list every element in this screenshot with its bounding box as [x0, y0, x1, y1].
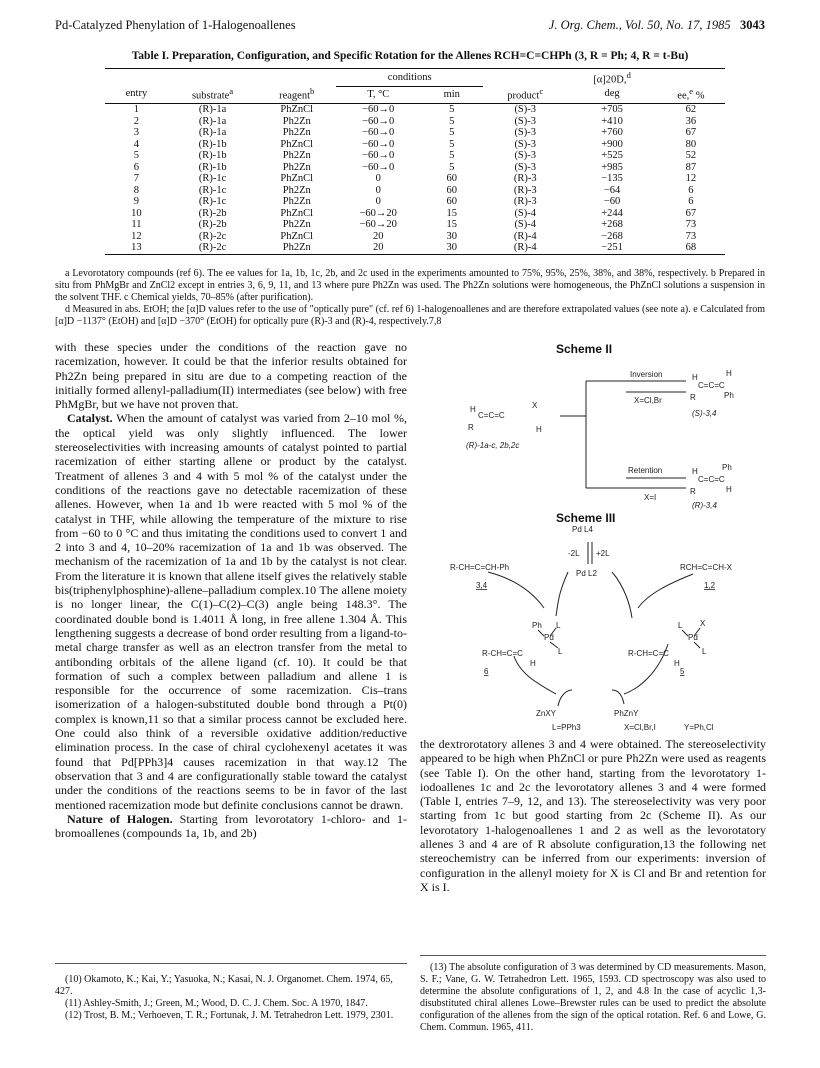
scheme-2-start-structure: C=C=C [478, 411, 505, 420]
scheme-3-left-substrate: R-CH=C=CH-Ph [450, 563, 510, 572]
header-deg: deg [604, 88, 620, 100]
cell-substrate: (R)-1c [198, 173, 227, 184]
cell-min: 15 [446, 219, 457, 230]
table-row [105, 208, 725, 220]
scheme-3-int-right: R-CH=C=C [628, 649, 669, 658]
scheme-2-product-2-label: (R)-3,4 [692, 501, 717, 510]
cell-ee: 73 [685, 230, 697, 242]
cell-product: (R)-3 [513, 196, 537, 207]
cell-min: 60 [446, 196, 457, 207]
cell-reagent: Ph2Zn [282, 196, 311, 207]
scheme-2-product-1-label: (S)-3,4 [692, 409, 717, 418]
cell-deg: −64 [603, 184, 621, 196]
reference-10: (10) Okamoto, K.; Kai, Y.; Yasuoka, N.; Kasai, N. J. Organomet. Chem. 1974, 65, 427. [55, 974, 393, 997]
cell-ee: 12 [685, 173, 697, 184]
svg-text:L: L [702, 647, 707, 656]
header-substrate: substrate$^a$ [191, 86, 234, 102]
cell-deg: −268 [601, 230, 623, 242]
data-table [105, 68, 725, 255]
table-body [105, 104, 725, 255]
footnote-2: d Measured in abs. EtOH; the [α]D values refer to the use of "optically pure" (cf. ref 6) 1-halogenoallenes and are therefore extrapolated values (see note a). e Calculated from [α]D −1137° (EtOH) and [α]D −370° (EtOH) for optically pure (R)-3 and (R)-4, respectively.7,8 [55, 304, 765, 327]
reference-13: (13) The absolute configuration of 3 was determined by CD measurements. Mason, S. F.; Vane, G. W. Tetrahedron Lett. 1965, 1593. CD spectroscopy was also used to determine the absolute configurations of 1, 2, and 4.8 In the case of acyclic 1,3-disubstituted chiral allenes Lowe–Brewster rules can be used to predict the absolute configuration of the allenes from the sign of the optical rotation. Ref. 6 and Lowe, G. Chem. Commun. 1965, 411. [420, 962, 766, 1033]
cell-min: 5 [449, 127, 455, 138]
cell-t: −60→0 [362, 127, 395, 138]
scheme-2-title: Scheme II [556, 342, 613, 356]
cell-reagent: Ph2Zn [282, 242, 311, 253]
scheme-2-product-2-label-wrap [690, 498, 750, 512]
scheme-3-right-number: 1,2 [704, 581, 716, 590]
cell-deg: +525 [601, 150, 623, 161]
cell-t: −60→0 [362, 104, 395, 115]
cell-ee: 62 [685, 104, 697, 115]
header-entry: entry [125, 88, 148, 100]
scheme-2-product-1-structure: C=C=C [698, 381, 725, 390]
scheme-3-minus-2l: -2L [568, 549, 580, 558]
svg-text:H: H [674, 659, 680, 668]
cell-product: (R)-3 [513, 184, 537, 196]
cell-t: −60→0 [362, 115, 395, 127]
svg-text:H: H [536, 425, 542, 434]
header-temperature: T, °C [367, 88, 390, 100]
paragraph-1: with these species under the conditions of the reaction gave no racemization, however. It could be that the inferior results obtained for Ph2Zn being prepared in situ are due to a competing reaction of the initially formed allenyl-palladium(II) intermediates (see below) with free PhMgBr, but we have not proven that. [55, 340, 407, 412]
cell-deg: −60 [603, 196, 621, 207]
svg-text:Ph: Ph [724, 391, 734, 400]
table-row [105, 104, 725, 116]
cell-min: 5 [449, 150, 455, 161]
cell-t: 0 [375, 184, 381, 196]
cell-reagent: Ph2Zn [282, 184, 311, 196]
cell-min: 60 [446, 173, 457, 184]
cell-t: 20 [372, 230, 384, 242]
table-row [105, 242, 725, 254]
cell-entry: 12 [131, 230, 142, 242]
cell-product: (S)-3 [514, 150, 537, 161]
cell-reagent: Ph2Zn [282, 115, 311, 127]
cell-reagent: PhZnCl [280, 104, 314, 115]
cell-entry: 9 [133, 196, 140, 207]
scheme-2-start-label: (R)-1a-c, 2b,2c [466, 441, 520, 450]
scheme-3-plus-2l: +2L [596, 549, 610, 558]
paragraph-halogen: Nature of Halogen. Starting from levorotatory 1-chloro- and 1-bromoallenes (compounds 1a, 1b, and 2b) [55, 811, 407, 841]
table-row [105, 173, 725, 185]
svg-text:X: X [532, 401, 538, 410]
heading-catalyst: Catalyst. [67, 411, 113, 426]
cell-deg: +985 [601, 161, 623, 173]
svg-text:R: R [468, 423, 474, 432]
table-title: Table I. Preparation, Configuration, and Specific Rotation for the Allenes RCH=C=CHPh (3, R = Ph; 4, R = t-Bu) [131, 50, 689, 62]
cell-min: 5 [449, 138, 455, 150]
cell-t: −60→0 [362, 150, 395, 161]
scheme-2-product-2-structure: C=C=C [698, 475, 725, 484]
cell-reagent: Ph2Zn [282, 150, 311, 161]
scheme-3-left-number: 3,4 [476, 581, 488, 590]
cell-deg: +244 [601, 207, 623, 219]
scheme-3-phzny: PhZnY [614, 709, 639, 718]
cell-entry: 1 [133, 104, 140, 115]
cell-reagent: Ph2Zn [282, 127, 311, 138]
cell-deg: +268 [601, 219, 623, 230]
references-divider-right [420, 955, 766, 956]
cell-min: 60 [446, 184, 457, 196]
footnote-1: a Levorotatory compounds (ref 6). The ee values for 1a, 1b, 1c, 2b, and 2c used in the experiments amounted to 75%, 95%, 25%, 38%, and 38%, respectively. b Prepared in situ from PhMgBr and ZnCl2 except in entries 3, 6, 9, 11, and 13 where pure Ph2Zn was used. The Ph2Zn solutions were homogeneous, the PhZnCl solutions a suspension in the solvent THF. c Chemical yields, 70–85% (after purification). [55, 268, 765, 303]
cell-entry: 5 [133, 150, 140, 161]
svg-text:H: H [470, 405, 476, 414]
journal-citation: J. Org. Chem., Vol. 50, No. 17, 1985 [548, 18, 731, 32]
cell-t: −60→20 [359, 207, 397, 219]
scheme-3-pdl4: Pd L4 [572, 525, 593, 534]
references-divider-left [55, 963, 407, 964]
scheme-3-legend-x: X=Cl,Br,I [624, 723, 656, 732]
right-column-text [420, 737, 766, 894]
scheme-3-int-right-number: 5 [680, 667, 685, 676]
cell-reagent: PhZnCl [280, 207, 314, 219]
table-row [105, 219, 725, 231]
paragraph-right-1: the dextrorotatory allenes 3 and 4 were obtained. The stereoselectivity appeared to be high when PhZnCl or pure Ph2Zn were used as reagents (see Table I). On the other hand, starting from the levorotatory 1-iodoallenes 1c and 2c the levorotatory allenes 3 and 4 were formed (Table I, entries 7–9, 12, and 13). The stereoselectivity was very poor starting from 1c but good starting from 2c (Scheme II). As our levorotatory 1-halogenoallenes 1 and 2 as well as the levorotatory allenes 3 and 4 are of R absolute configuration,13 the following net stereochemistry can be inferred from our experiments: inversion of configuration in the allenyl moiety for X is Cl and Br and retention for X is I. [420, 737, 766, 894]
cell-product: (R)-4 [513, 230, 537, 242]
scheme-3-int-left-number: 6 [484, 667, 489, 676]
scheme-3-diagram [448, 524, 768, 734]
cell-ee: 80 [685, 138, 697, 150]
cell-substrate: (R)-1c [198, 184, 227, 196]
scheme-3-legend-l: L=PPh3 [552, 723, 581, 732]
cell-entry: 7 [133, 173, 140, 184]
cell-product: (R)-3 [513, 173, 537, 184]
header-reagent: reagent$^b$ [279, 86, 315, 102]
cell-min: 15 [446, 207, 457, 219]
scheme-3-right-substrate: RCH=C=CH-X [680, 563, 733, 572]
cell-ee: 36 [685, 115, 697, 127]
cell-min: 5 [449, 104, 455, 115]
cell-substrate: (R)-1a [198, 127, 227, 138]
cell-substrate: (R)-2c [198, 242, 227, 253]
svg-text:X: X [700, 619, 706, 628]
cell-ee: 87 [685, 161, 697, 173]
svg-text:H: H [692, 467, 698, 476]
cell-product: (S)-3 [514, 138, 537, 150]
table-row [105, 185, 725, 197]
cell-entry: 3 [133, 127, 140, 138]
cell-ee: 6 [688, 184, 694, 196]
running-head-title: Pd-Catalyzed Phenylation of 1-Halogenoallenes [55, 18, 296, 32]
cell-entry: 6 [133, 161, 140, 173]
cell-ee: 67 [685, 127, 697, 138]
scheme-3-legend-y: Y=Ph,Cl [684, 723, 714, 732]
cell-reagent: PhZnCl [280, 173, 314, 184]
scheme-3-znxy: ZnXY [536, 709, 557, 718]
cell-ee: 67 [685, 207, 697, 219]
cell-product: (S)-3 [514, 115, 537, 127]
cell-t: 0 [375, 196, 381, 207]
svg-text:H: H [726, 369, 732, 378]
svg-text:L: L [556, 621, 561, 630]
cell-deg: +900 [601, 138, 623, 150]
cell-substrate: (R)-2b [198, 219, 227, 230]
cell-substrate: (R)-1b [198, 150, 227, 161]
cell-ee: 6 [688, 196, 694, 207]
cell-ee: 52 [685, 150, 697, 161]
reference-12: (12) Trost, B. M.; Verhoeven, T. R.; Fortunak, J. M. Tetrahedron Lett. 1979, 2301. [65, 1010, 394, 1021]
paragraph-catalyst: Catalyst. When the amount of catalyst was varied from 2–10 mol %, the optical yield was only slightly influenced. The lower stereoselectivities with increasing amounts of catalyst pointed to partial racemization of either starting allene or product by the catalyst. Treatment of allenes 3 and 4 with 5 mol % of the catalyst under the conditions of the reactions gave no detectable racemization of these allenes. However, when 1a and 1b were reacted with 5 mol % of the catalyst in THF, while allowing the temperature of the mixture to rise from −60 to 0 °C and thus imitating the conditions used to convert 1 and 2 into 3 and 4, 10–20% racemization of 1a and 1b was observed. The mechanism of the racemization of 1a and 1b by the catalyst is not clear. From the literature it is known that allene itself gives the relatively stable bis(triphenylphosphine)-allene–palladium complex.10 The allene moiety is no longer linear, the C(1)–C(2)–C(3) angle being 148.3°. The coordinated double bond is 1.4011 Å long, in free allene 1.304 Å. This lengthening suggests a decrease of bond order resulting from a ligand-to-metal charge transfer as well as an electron transfer from the metal to antibonding orbitals of the allene ligand (cf. 10). It could be that formation of such a complex between palladium and allene 1 is responsible for the occurrence of some racemization. Cis–trans isomerization of a halogen-substituted double bond through a Pt(0) complex is known,11 so that a similar process cannot be excluded here. One could also think of a reversible oxidative addition/reductive elimination process. In the case of chiral cyclohexenyl acetates it was found that Pd[PPh3]4 causes racemization in that way.12 The observation that 3 and 4 are configurationally stable toward the catalyst under the conditions of the reactions seems to be in favor of the last mentioned racemization mode but definite conclusions cannot be drawn. [55, 411, 407, 812]
scheme-3-pdl2: Pd L2 [576, 569, 597, 578]
cell-min: 5 [449, 161, 455, 173]
cell-min: 5 [449, 115, 455, 127]
cell-product: (R)-4 [513, 242, 537, 253]
cell-min: 30 [446, 242, 457, 253]
svg-text:H: H [726, 485, 732, 494]
running-head [55, 18, 765, 34]
cell-substrate: (R)-1b [198, 161, 227, 173]
running-head-journal [549, 18, 765, 33]
table-row [105, 150, 725, 162]
svg-text:Ph: Ph [532, 621, 542, 630]
table-row [105, 196, 725, 208]
table-row [105, 231, 725, 243]
table-footnotes [55, 268, 765, 328]
scheme-3-int-left: R-CH=C=C [482, 649, 523, 658]
svg-text:R: R [690, 487, 696, 496]
header-product: product$^c$ [507, 86, 544, 102]
cell-product: (S)-4 [514, 207, 537, 219]
cell-entry: 10 [131, 207, 142, 219]
cell-entry: 4 [133, 138, 140, 150]
svg-text:L: L [558, 647, 563, 656]
cell-reagent: PhZnCl [280, 230, 314, 242]
cell-deg: +705 [601, 104, 623, 115]
cell-deg: −251 [601, 242, 623, 253]
header-conditions: conditions [336, 69, 483, 87]
scheme-2-diagram [448, 356, 738, 502]
table-row [105, 127, 725, 139]
cell-product: (S)-3 [514, 127, 537, 138]
table-row [105, 139, 725, 151]
references-left [55, 974, 407, 1022]
cell-entry: 13 [131, 242, 142, 253]
cell-substrate: (R)-2c [198, 230, 227, 242]
page-number: 3043 [740, 18, 765, 32]
scheme-2-retention-label: Retention [628, 466, 663, 475]
cell-product: (S)-3 [514, 104, 537, 115]
cell-t: −60→0 [362, 138, 395, 150]
scheme-2-retention-conditions: X=I [644, 493, 657, 502]
header-ee: ee,$^e$ % [677, 86, 705, 102]
cell-deg: +410 [601, 115, 623, 127]
cell-entry: 2 [133, 115, 140, 127]
cell-entry: 8 [133, 184, 140, 196]
cell-substrate: (R)-2b [198, 207, 227, 219]
cell-reagent: PhZnCl [280, 138, 314, 150]
cell-product: (S)-4 [514, 219, 537, 230]
cell-ee: 68 [685, 242, 697, 253]
references-right [420, 962, 766, 1034]
cell-product: (S)-3 [514, 161, 537, 173]
cell-reagent: Ph2Zn [282, 219, 311, 230]
scheme-3-pd-right: Pd [688, 633, 698, 642]
header-minutes: min [443, 88, 460, 100]
scheme-3-pd-left: Pd [544, 633, 554, 642]
table-row [105, 116, 725, 128]
cell-substrate: (R)-1b [198, 138, 227, 150]
header-rotation: [α]20D,$^d$ [593, 70, 631, 86]
cell-t: −60→0 [362, 161, 395, 173]
scheme-2-inversion-conditions: X=Cl,Br [634, 396, 662, 405]
svg-text:H: H [692, 373, 698, 382]
cell-t: 0 [375, 173, 381, 184]
cell-reagent: Ph2Zn [282, 161, 311, 173]
svg-text:Ph: Ph [722, 463, 732, 472]
table-row [105, 162, 725, 174]
scheme-2-inversion-label: Inversion [630, 370, 663, 379]
cell-deg: +760 [601, 127, 623, 138]
svg-text:L: L [678, 621, 683, 630]
cell-min: 30 [446, 230, 457, 242]
cell-substrate: (R)-1c [198, 196, 227, 207]
cell-entry: 11 [131, 219, 142, 230]
cell-substrate: (R)-1a [198, 104, 227, 115]
cell-t: 20 [372, 242, 384, 253]
svg-text:H: H [530, 659, 536, 668]
svg-text:R: R [690, 393, 696, 402]
reference-11: (11) Ashley-Smith, J.; Green, M.; Wood, D. C. J. Chem. Soc. A 1970, 1847. [65, 998, 368, 1009]
cell-ee: 73 [685, 219, 697, 230]
left-column-text [55, 340, 407, 840]
scheme-3-title: Scheme III [556, 511, 616, 525]
cell-deg: −135 [601, 173, 623, 184]
cell-substrate: (R)-1a [198, 115, 227, 127]
cell-t: −60→20 [359, 219, 397, 230]
heading-halogen: Nature of Halogen. [67, 811, 173, 826]
